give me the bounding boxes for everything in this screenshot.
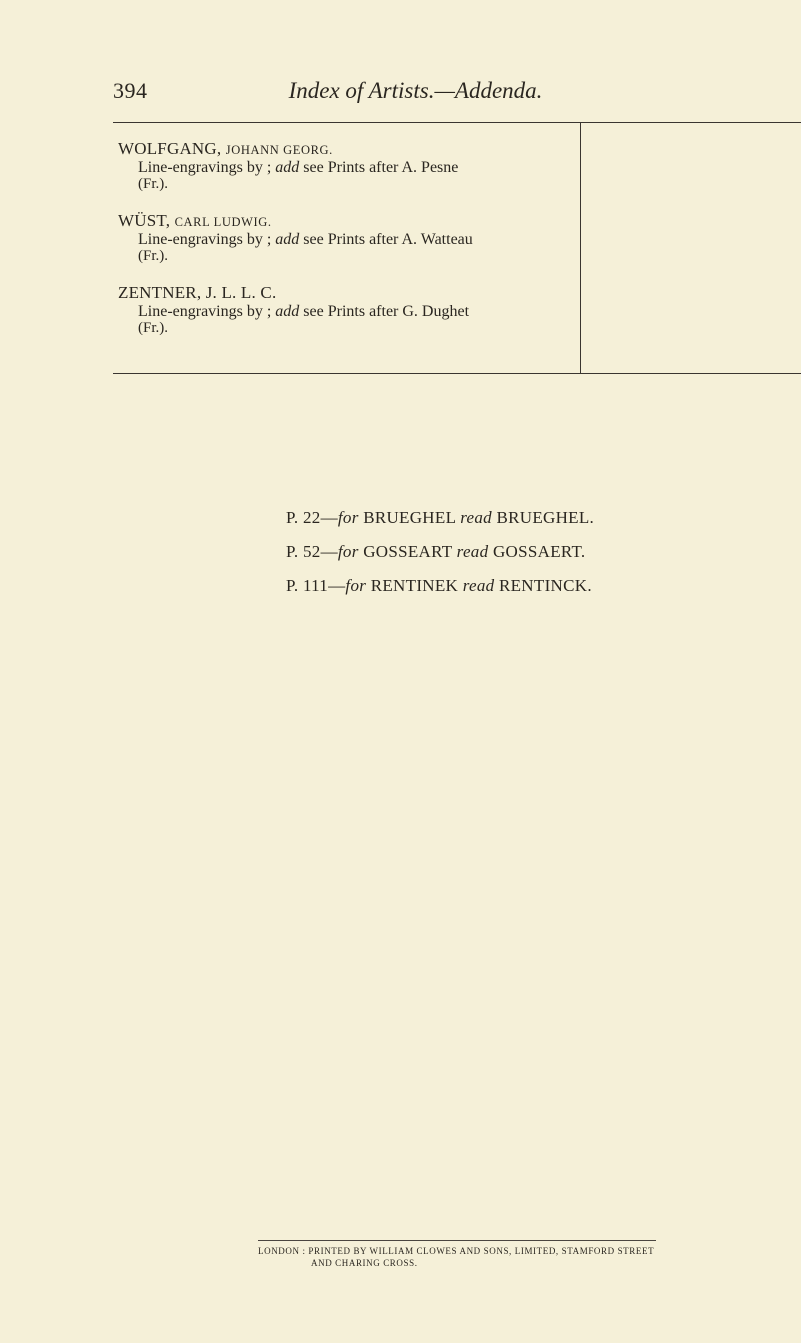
entry-description [118,303,578,320]
erratum-read: read [460,508,492,527]
table-top-rule [113,122,801,123]
erratum [286,508,594,542]
erratum-read: read [462,576,495,595]
entry-text: see Prints after A. Watteau [303,231,473,248]
erratum-wrong: RENTINEK [370,576,459,595]
imprint-line: AND CHARING CROSS. [311,1258,418,1268]
artist-name [118,284,578,303]
entry-description [118,159,578,176]
entry-add-word: add [275,159,300,176]
artist-surname: ZENTNER, J. L. L. C. [118,283,277,302]
entry-text: Line-engravings by ; [138,303,272,320]
entry-text: Line-engravings by ; [138,231,272,248]
entry-continuation: (Fr.). [138,320,168,336]
erratum-wrong: BRUEGHEL [363,508,456,527]
erratum-right: GOSSAERT. [492,542,586,561]
printer-imprint [258,1245,698,1269]
artist-surname: WOLFGANG, [118,139,222,158]
erratum-right: BRUEGHEL. [496,508,595,527]
imprint-rule [258,1240,656,1241]
entry-continuation: (Fr.). [138,248,168,264]
erratum-read: read [456,542,489,561]
erratum-for: for [337,542,359,561]
table-bottom-rule [113,373,801,374]
erratum-for: for [337,508,359,527]
entry-text: see Prints after A. Pesne [303,159,459,176]
erratum-page: P. 111— [286,576,346,595]
artist-given-names: JOHANN GEORG. [225,143,333,157]
erratum [286,576,594,610]
entry-add-word: add [275,303,300,320]
artist-entry [118,212,578,265]
entry-continuation: (Fr.). [138,176,168,192]
imprint-line: LONDON : PRINTED BY WILLIAM CLOWES AND SONS, LIMITED, STAMFORD STREET [258,1246,655,1256]
running-title: Index of Artists.—Addenda. [288,78,543,103]
entry-description [118,231,578,248]
artist-name [118,212,578,231]
artist-name [118,140,578,159]
page-number: 394 [113,78,148,103]
artist-entries [118,140,578,356]
errata-list [286,508,594,610]
erratum-right: RENTINCK. [498,576,592,595]
erratum-page: P. 52— [286,542,338,561]
artist-entry [118,140,578,193]
artist-surname: WÜST, [118,211,171,230]
erratum-for: for [345,576,367,595]
erratum [286,542,594,576]
erratum-wrong: GOSSEART [363,542,453,561]
entry-text: see Prints after G. Dughet [303,303,470,320]
artist-given-names: CARL LUDWIG. [174,215,272,229]
erratum-page: P. 22— [286,508,338,527]
column-divider [580,122,581,374]
artist-entry [118,284,578,337]
entry-text: Line-engravings by ; [138,159,272,176]
entry-add-word: add [275,231,300,248]
